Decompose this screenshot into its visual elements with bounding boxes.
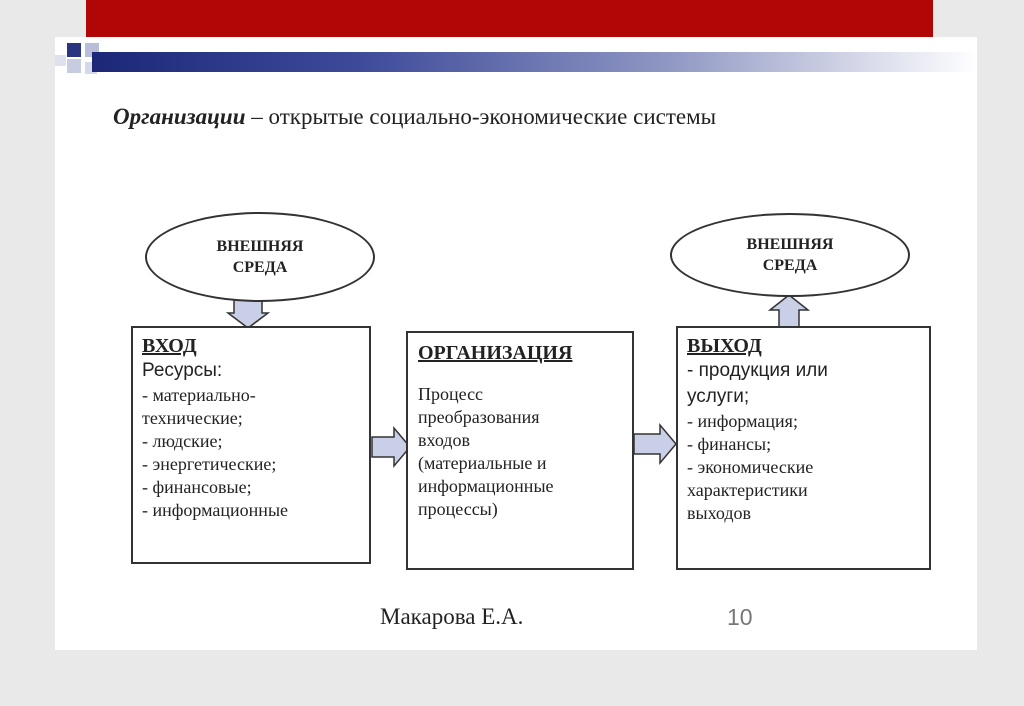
external-environment-left <box>145 212 375 302</box>
output-heading: ВЫХОД <box>687 335 762 357</box>
org-line: (материальные и <box>418 453 547 473</box>
org-line: процессы) <box>418 499 498 519</box>
input-line: - информационные <box>142 500 289 520</box>
input-line: технические; <box>142 408 243 428</box>
input-line: - материально- <box>142 385 256 405</box>
output-line: выходов <box>687 503 752 523</box>
env-left-line2: СРЕДА <box>232 259 288 276</box>
external-environment-right <box>670 213 910 297</box>
org-line: Процесс <box>418 384 484 404</box>
output-line: - экономические <box>687 457 814 477</box>
right-arrow-org-output <box>634 425 676 463</box>
org-line: информационные <box>418 476 554 496</box>
input-box <box>131 326 371 564</box>
up-arrow <box>770 295 808 327</box>
output-line: - продукция или <box>687 360 828 381</box>
author-name: Макарова Е.А. <box>380 604 524 629</box>
output-line: услуги; <box>687 386 750 407</box>
output-line: - информация; <box>687 411 798 431</box>
output-line: характеристики <box>687 480 808 500</box>
env-left-line1: ВНЕШНЯЯ <box>216 238 304 255</box>
output-box <box>676 326 931 570</box>
input-line: - финансовые; <box>142 477 252 497</box>
input-heading: ВХОД <box>142 335 197 357</box>
env-right-line2: СРЕДА <box>762 257 818 274</box>
org-line: входов <box>418 430 470 450</box>
output-line: - финансы; <box>687 434 772 454</box>
org-heading: ОРГАНИЗАЦИЯ <box>418 342 573 364</box>
title-bold: Организации <box>113 104 246 129</box>
right-arrow-input-org <box>372 428 410 466</box>
input-line: - людские; <box>142 431 223 451</box>
org-line: преобразования <box>418 407 540 427</box>
organization-box <box>406 331 634 570</box>
input-subheading: Ресурсы: <box>142 360 223 381</box>
input-line: - энергетические; <box>142 454 277 474</box>
title-rest: – открытые социально-экономические системы <box>245 104 717 129</box>
page-number: 10 <box>727 604 753 630</box>
env-right-line1: ВНЕШНЯЯ <box>746 236 834 253</box>
